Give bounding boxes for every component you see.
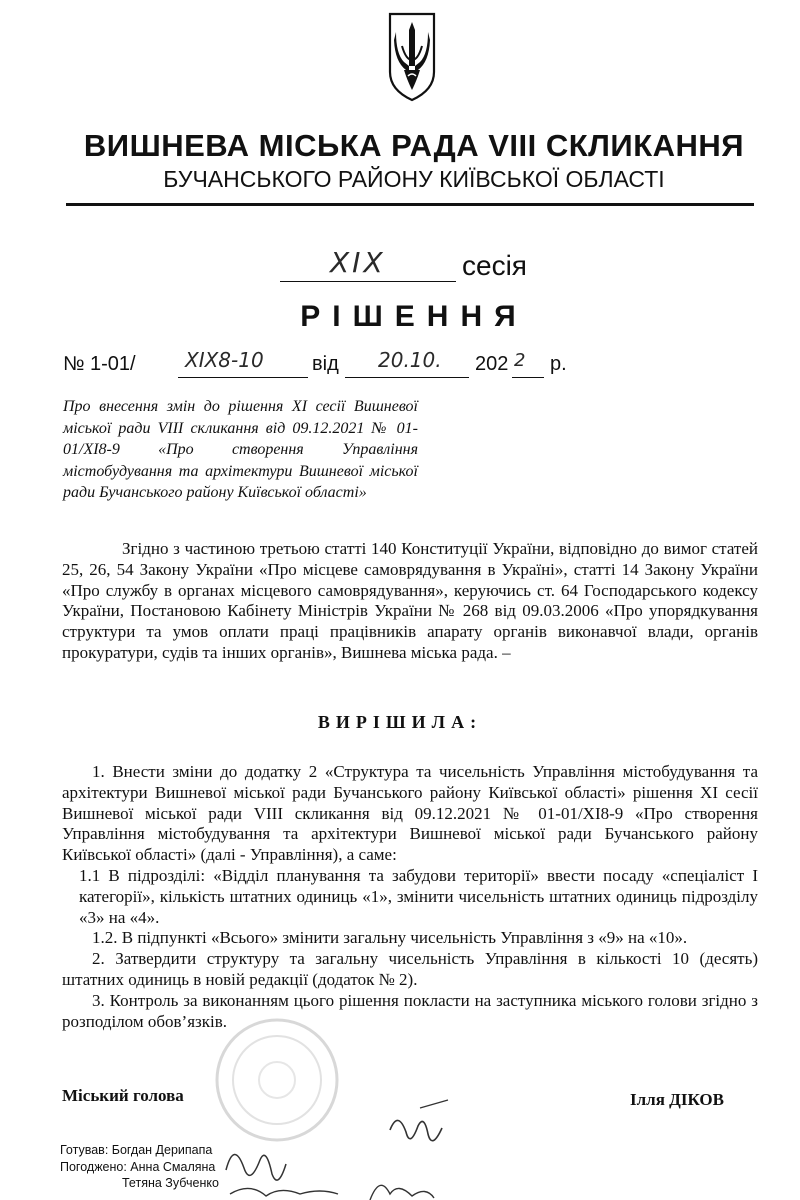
district-subtitle: БУЧАНСЬКОГО РАЙОНУ КИЇВСЬКОЇ ОБЛАСТІ — [163, 166, 665, 192]
list-item: 3. Контроль за виконанням цього рішення покласти на заступника міського голови згідно з розподілом обов’язків. — [62, 990, 758, 1031]
decision-date: 20.10. — [378, 348, 442, 372]
mayor-title: Міський голова — [62, 1086, 184, 1105]
organization-title: ВИШНЕВА МІСЬКА РАДА VIII СКЛИКАННЯ — [83, 128, 745, 163]
agreed-by: Погоджено: Анна Смаляна — [60, 1159, 216, 1174]
decision-title: РІШЕННЯ — [300, 300, 528, 333]
prepared-by: Готував: Богдан Дерипапа — [60, 1143, 213, 1157]
list-item: 1.1 В підрозділі: «Відділ планування та забудови території» ввести посаду «спеціаліст I категорії», кількість штатних одиниць «1», змінити чисельність штатних одиниць підрозділу «3» на «4». — [79, 865, 758, 927]
agreed-by-second: Тетяна Зубченко — [122, 1176, 219, 1190]
mayor-name: Ілля ДІКОВ — [630, 1090, 724, 1109]
list-item: 1. Внести зміни до додатку 2 «Структура та чисельність Управління містобудування та архітектури Вишневої міської ради Бучанського району Київської області» рішення XI сесії Вишневої міської ради VIII скликання від 09.12.2021 № 01-01/XI8-9 «Про створення Управління містобудування та архітектури Вишневої міської ради Бучанського району Київської області» (далі - Управління), а саме: — [62, 762, 758, 865]
decided-heading: ВИРІШИЛА: — [317, 712, 483, 732]
decision-number-label: № 1-01/ — [63, 353, 136, 375]
list-item: 2. Затвердити структуру та загальну чисельність Управління в кількості 10 (десять) штатних одиниць в новій редакції (додаток № 2). — [62, 949, 758, 989]
year-suffix: 2 — [514, 350, 526, 371]
year-prefix: 202 — [475, 353, 509, 375]
handwritten-signatures — [220, 1090, 640, 1200]
session-number: XIX — [330, 246, 386, 279]
header-rule — [66, 203, 754, 206]
session-label: сесія — [462, 250, 527, 281]
decision-items — [62, 762, 758, 1032]
prepared-by-block — [60, 1142, 219, 1192]
trident-icon — [384, 10, 440, 102]
year-unit: р. — [550, 353, 567, 375]
decision-number: XIX8-10 — [185, 348, 264, 372]
list-item: 1.2. В підпункті «Всього» змінити загальну чисельність Управління з «9» на «10». — [92, 928, 688, 948]
decision-subject: Про внесення змін до рішення XI сесії Вишневої міської ради VIII скликання від 09.12.2021 № 01-01/XI8-9 «Про створення Управління містобудування та архітектури Вишневої міської ради Бучанського району Київської області» — [63, 398, 418, 501]
preamble-paragraph: Згідно з частиною третьою статті 140 Конституції України, відповідно до вимог статей 25, 26, 54 Закону України «Про місцеве самоврядування в Україні», статті 14 Закону України «Про службу в органах місцевого самоврядування», керуючись ст. 64 Господарського кодексу України, Постановою Кабінету Міністрів України № 268 від 09.03.2006 «Про упорядкування структури та умов оплати праці працівників апарату органів виконавчої влади, органів прокуратури, судів та інших органів», Вишнева міська рада. – — [62, 539, 758, 662]
date-from-label: від — [312, 353, 339, 375]
